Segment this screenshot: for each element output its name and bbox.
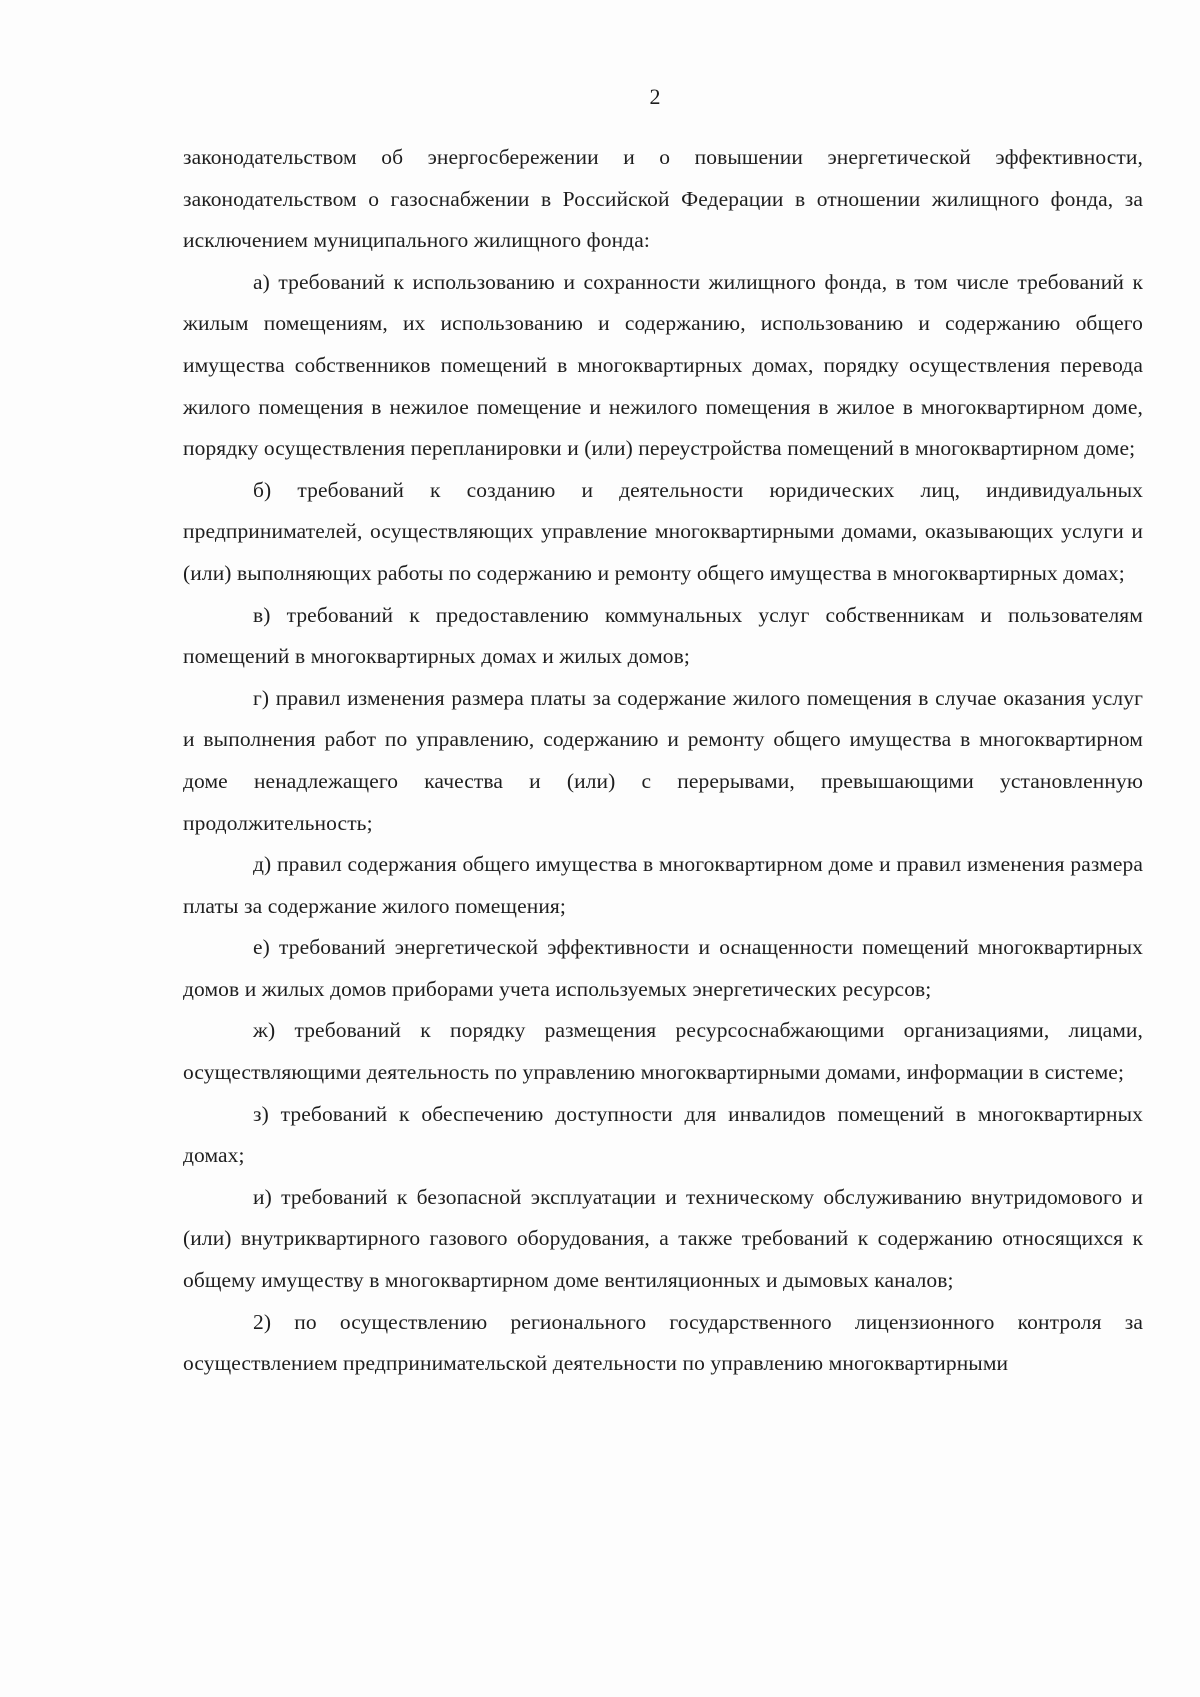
paragraph-item-2: 2) по осуществлению регионального государственного лицензионного контроля за осуществлением предпринимательской деятельности по управлению многоквартирными <box>183 1309 1143 1376</box>
document-body <box>183 137 1143 1385</box>
paragraph-item-a: а) требований к использованию и сохранности жилищного фонда, в том числе требований к жилым помещениям, их использованию и содержанию, использованию и содержанию общего имущества собственников помещений в многоквартирных домах, порядку осуществления перевода жилого помещения в нежилое помещение и нежилого помещения в жилое в многоквартирном доме, порядку осуществления перепланировки и (или) переустройства помещений в многоквартирном доме; <box>183 269 1143 461</box>
paragraph-item-d: д) правил содержания общего имущества в многоквартирном доме и правил изменения размера платы за содержание жилого помещения; <box>183 852 1143 918</box>
paragraph-item-b: б) требований к созданию и деятельности юридических лиц, индивидуальных предпринимателей, осуществляющих управление многоквартирными домами, оказывающих услуги и (или) выполняющих работы по содержанию и ремонту общего имущества в многоквартирных домах; <box>183 477 1143 585</box>
paragraph-item-v: в) требований к предоставлению коммунальных услуг собственникам и пользователям помещений в многоквартирных домах и жилых домов; <box>183 602 1143 669</box>
paragraph-item-i: и) требований к безопасной эксплуатации и техническому обслуживанию внутридомового и (или) внутриквартирного газового оборудования, а также требований к содержанию относящихся к общему имуществу в многоквартирном доме вентиляционных и дымовых каналов; <box>183 1184 1143 1293</box>
paragraph-item-zh: ж) требований к порядку размещения ресурсоснабжающими организациями, лицами, осуществляющими деятельность по управлению многоквартирными домами, информации в системе; <box>183 1018 1143 1085</box>
paragraph-item-z: з) требований к обеспечению доступности для инвалидов помещений в многоквартирных домах; <box>183 1101 1143 1168</box>
paragraph-continuation: законодательством об энергосбережении и о повышении энергетической эффективности, законодательством о газоснабжении в Российской Федерации в отношении жилищного фонда, за исключением муниципального жилищного фонда: <box>183 145 1143 253</box>
page-number: 2 <box>649 84 661 109</box>
paragraph-item-e: е) требований энергетической эффективности и оснащенности помещений многоквартирных домов и жилых домов приборами учета используемых энергетических ресурсов; <box>183 935 1143 1001</box>
paragraph-item-g: г) правил изменения размера платы за содержание жилого помещения в случае оказания услуг и выполнения работ по управлению, содержанию и ремонту общего имущества в многоквартирном доме ненадлежащего качества и (или) с перерывами, превышающими установленную продолжительность; <box>183 685 1143 835</box>
